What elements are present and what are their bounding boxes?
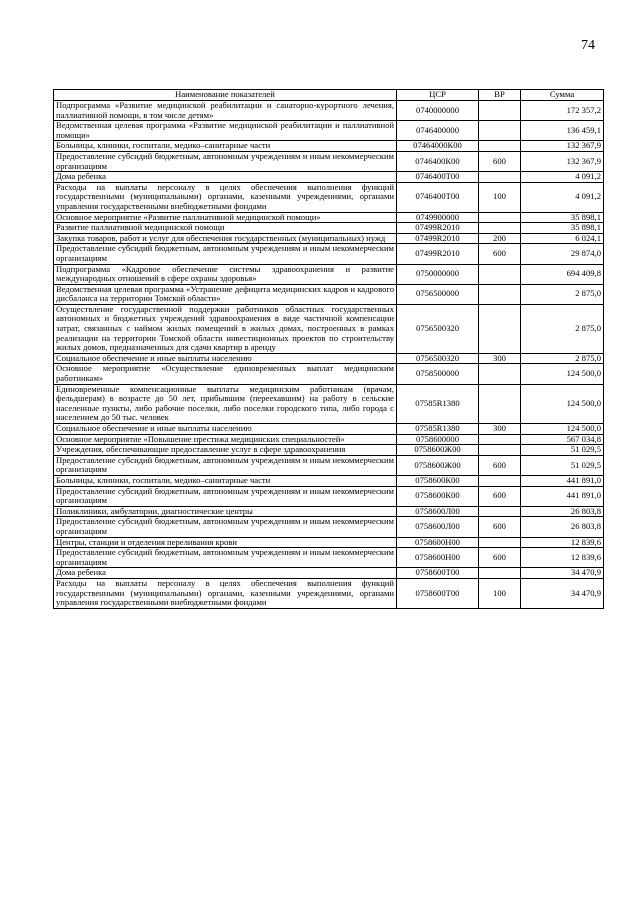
- cell-name: Ведомственная целевая программа «Устранение дефицита медицинских кадров и кадрового дисбаланса на территории Томской области»: [54, 284, 397, 304]
- cell-name: Единовременные компенсационные выплаты медицинским работникам (врачам, фельдшерам) в возрасте до 50 лет, прибывшим (переехавшим) на работу в сельские населенные пункты, либо рабочие поселки, либо поселки городского типа, либо города с населением до 50 тыс. человек: [54, 384, 397, 423]
- cell-sum: 4 091,2: [521, 172, 604, 183]
- table-row: [54, 455, 604, 475]
- cell-vr: [479, 364, 521, 384]
- table-row: [54, 284, 604, 304]
- cell-vr: 600: [479, 455, 521, 475]
- cell-csr: 07499R2010: [397, 244, 479, 264]
- cell-name: Дома ребенка: [54, 172, 397, 183]
- header-vr: ВР: [479, 90, 521, 101]
- table-row: [54, 151, 604, 171]
- table-row: [54, 223, 604, 234]
- cell-sum: 4 091,2: [521, 182, 604, 212]
- cell-vr: 600: [479, 517, 521, 537]
- cell-csr: 0758600Н00: [397, 548, 479, 568]
- cell-name: Учреждения, обеспечивающие предоставление услуг в сфере здравоохранения: [54, 445, 397, 456]
- cell-sum: 34 470,9: [521, 578, 604, 608]
- cell-csr: 07585R1380: [397, 384, 479, 423]
- cell-sum: 6 024,1: [521, 233, 604, 244]
- cell-vr: [479, 101, 521, 121]
- cell-sum: 441 891,0: [521, 475, 604, 486]
- cell-vr: 100: [479, 578, 521, 608]
- cell-vr: [479, 568, 521, 579]
- header-csr: ЦСР: [397, 90, 479, 101]
- table-header-row: [54, 90, 604, 101]
- table-row: [54, 548, 604, 568]
- cell-name: Больницы, клиники, госпитали, медико–санитарные части: [54, 475, 397, 486]
- budget-table: [53, 89, 604, 609]
- table-row: [54, 101, 604, 121]
- cell-sum: 34 470,9: [521, 568, 604, 579]
- cell-vr: [479, 141, 521, 152]
- table-row: [54, 353, 604, 364]
- cell-vr: 300: [479, 424, 521, 435]
- cell-csr: 0758500000: [397, 364, 479, 384]
- cell-name: Предоставление субсидий бюджетным, автономным учреждениям и иным некоммерческим организациям: [54, 244, 397, 264]
- cell-vr: [479, 223, 521, 234]
- table-row: [54, 424, 604, 435]
- cell-csr: 07585R1380: [397, 424, 479, 435]
- table-row: [54, 141, 604, 152]
- cell-csr: 0758600К00: [397, 486, 479, 506]
- cell-csr: 0758600000: [397, 434, 479, 445]
- cell-name: Социальное обеспечение и иные выплаты населению: [54, 353, 397, 364]
- cell-name: Осуществление государственной поддержки работников областных государственных автономных и бюджетных учреждений здравоохранения в виде частичной компенсации затрат, связанных с наймом жилых помещений в жилых домах, построенных в рамках реализации на территории Томской области инвестиционных проектов по строительству жилых домов, предназначенных для сдачи квартир в аренду: [54, 304, 397, 353]
- table-row: [54, 445, 604, 456]
- cell-vr: 600: [479, 151, 521, 171]
- cell-vr: [479, 264, 521, 284]
- table-row: [54, 537, 604, 548]
- cell-csr: 07499R2010: [397, 223, 479, 234]
- cell-sum: 124 500,0: [521, 424, 604, 435]
- cell-csr: 0746400К00: [397, 151, 479, 171]
- cell-sum: 12 839,6: [521, 537, 604, 548]
- cell-csr: 0746400000: [397, 121, 479, 141]
- cell-name: Развитие паллиативной медицинской помощи: [54, 223, 397, 234]
- cell-csr: 07464000К00: [397, 141, 479, 152]
- cell-name: Подпрограмма «Кадровое обеспечение системы здравоохранения и развитие международных отношений в сфере охраны здоровья»: [54, 264, 397, 284]
- cell-sum: 51 029,5: [521, 455, 604, 475]
- cell-vr: 600: [479, 244, 521, 264]
- cell-sum: 124 500,0: [521, 384, 604, 423]
- cell-sum: 35 898,1: [521, 223, 604, 234]
- table-row: [54, 364, 604, 384]
- cell-vr: [479, 537, 521, 548]
- header-name: Наименование показателей: [54, 90, 397, 101]
- cell-sum: 124 500,0: [521, 364, 604, 384]
- cell-csr: 0758600К00: [397, 475, 479, 486]
- cell-csr: 0758600Л00: [397, 506, 479, 517]
- cell-name: Предоставление субсидий бюджетным, автономным учреждениям и иным некоммерческим организациям: [54, 455, 397, 475]
- cell-sum: 567 034,8: [521, 434, 604, 445]
- cell-name: Предоставление субсидий бюджетным, автономным учреждениям и иным некоммерческим организациям: [54, 151, 397, 171]
- cell-sum: 172 357,2: [521, 101, 604, 121]
- cell-vr: 100: [479, 182, 521, 212]
- table-row: [54, 212, 604, 223]
- table-row: [54, 121, 604, 141]
- cell-csr: 0740000000: [397, 101, 479, 121]
- cell-csr: 0758600Т00: [397, 568, 479, 579]
- table-row: [54, 233, 604, 244]
- cell-vr: [479, 284, 521, 304]
- cell-csr: 0756500320: [397, 353, 479, 364]
- table-row: [54, 486, 604, 506]
- cell-name: Предоставление субсидий бюджетным, автономным учреждениям и иным некоммерческим организациям: [54, 517, 397, 537]
- cell-name: Расходы на выплаты персоналу в целях обеспечения выполнения функций государственными (муниципальными) органами, казенными учреждениями, органами управления государственными внебюджетными фондами: [54, 182, 397, 212]
- table-row: [54, 434, 604, 445]
- cell-sum: 136 459,1: [521, 121, 604, 141]
- cell-name: Ведомственная целевая программа «Развитие медицинской реабилитации и паллиативной помощи»: [54, 121, 397, 141]
- cell-sum: 12 839,6: [521, 548, 604, 568]
- table-row: [54, 182, 604, 212]
- cell-sum: 51 029,5: [521, 445, 604, 456]
- table-row: [54, 506, 604, 517]
- cell-csr: 0756500320: [397, 304, 479, 353]
- cell-csr: 0749900000: [397, 212, 479, 223]
- table-row: [54, 304, 604, 353]
- cell-sum: 35 898,1: [521, 212, 604, 223]
- cell-csr: 0758600Т00: [397, 578, 479, 608]
- cell-csr: 0746400Т00: [397, 182, 479, 212]
- cell-name: Поликлиники, амбулатории, диагностические центры: [54, 506, 397, 517]
- cell-name: Больницы, клиники, госпитали, медико–санитарные части: [54, 141, 397, 152]
- cell-name: Подпрограмма «Развитие медицинской реабилитации и санаторно-курортного лечения, паллиативной помощи, в том числе детям»: [54, 101, 397, 121]
- table-row: [54, 475, 604, 486]
- cell-sum: 26 803,8: [521, 517, 604, 537]
- cell-vr: [479, 121, 521, 141]
- cell-csr: 0756500000: [397, 284, 479, 304]
- cell-vr: 300: [479, 353, 521, 364]
- table-row: [54, 172, 604, 183]
- cell-csr: 0758600Л00: [397, 517, 479, 537]
- table-row: [54, 517, 604, 537]
- cell-csr: 0758600Ж00: [397, 455, 479, 475]
- cell-vr: 200: [479, 233, 521, 244]
- cell-vr: [479, 384, 521, 423]
- cell-csr: 0746400Т00: [397, 172, 479, 183]
- cell-csr: 0758600Н00: [397, 537, 479, 548]
- cell-vr: [479, 212, 521, 223]
- cell-vr: [479, 304, 521, 353]
- table-row: [54, 244, 604, 264]
- cell-name: Основное мероприятие «Осуществление единовременных выплат медицинским работникам»: [54, 364, 397, 384]
- cell-name: Расходы на выплаты персоналу в целях обеспечения выполнения функций государственными (муниципальными) органами, казенными учреждениями, органами управления государственными внебюджетными фондами: [54, 578, 397, 608]
- cell-name: Социальное обеспечение и иные выплаты населению: [54, 424, 397, 435]
- cell-sum: 132 367,9: [521, 151, 604, 171]
- cell-csr: 0750000000: [397, 264, 479, 284]
- cell-sum: 441 891,0: [521, 486, 604, 506]
- cell-sum: 2 875,0: [521, 284, 604, 304]
- cell-name: Центры, станции и отделения переливания крови: [54, 537, 397, 548]
- cell-sum: 132 367,9: [521, 141, 604, 152]
- cell-csr: 0758600Ж00: [397, 445, 479, 456]
- cell-vr: [479, 445, 521, 456]
- cell-name: Основное мероприятие «Повышение престижа медицинских специальностей»: [54, 434, 397, 445]
- cell-vr: [479, 506, 521, 517]
- cell-name: Дома ребенка: [54, 568, 397, 579]
- cell-vr: 600: [479, 486, 521, 506]
- cell-sum: 2 875,0: [521, 304, 604, 353]
- cell-name: Закупка товаров, работ и услуг для обеспечения государственных (муниципальных) нужд: [54, 233, 397, 244]
- table-row: [54, 264, 604, 284]
- cell-vr: [479, 475, 521, 486]
- header-sum: Сумма: [521, 90, 604, 101]
- cell-vr: 600: [479, 548, 521, 568]
- table-row: [54, 568, 604, 579]
- table-row: [54, 384, 604, 423]
- cell-sum: 26 803,8: [521, 506, 604, 517]
- cell-name: Предоставление субсидий бюджетным, автономным учреждениям и иным некоммерческим организациям: [54, 486, 397, 506]
- cell-sum: 2 875,0: [521, 353, 604, 364]
- cell-sum: 694 409,8: [521, 264, 604, 284]
- cell-vr: [479, 172, 521, 183]
- cell-name: Основное мероприятие «Развитие паллиативной медицинской помощи»: [54, 212, 397, 223]
- cell-vr: [479, 434, 521, 445]
- table-row: [54, 578, 604, 608]
- cell-sum: 29 874,0: [521, 244, 604, 264]
- cell-csr: 07499R2010: [397, 233, 479, 244]
- page-number: 74: [581, 38, 595, 53]
- cell-name: Предоставление субсидий бюджетным, автономным учреждениям и иным некоммерческим организациям: [54, 548, 397, 568]
